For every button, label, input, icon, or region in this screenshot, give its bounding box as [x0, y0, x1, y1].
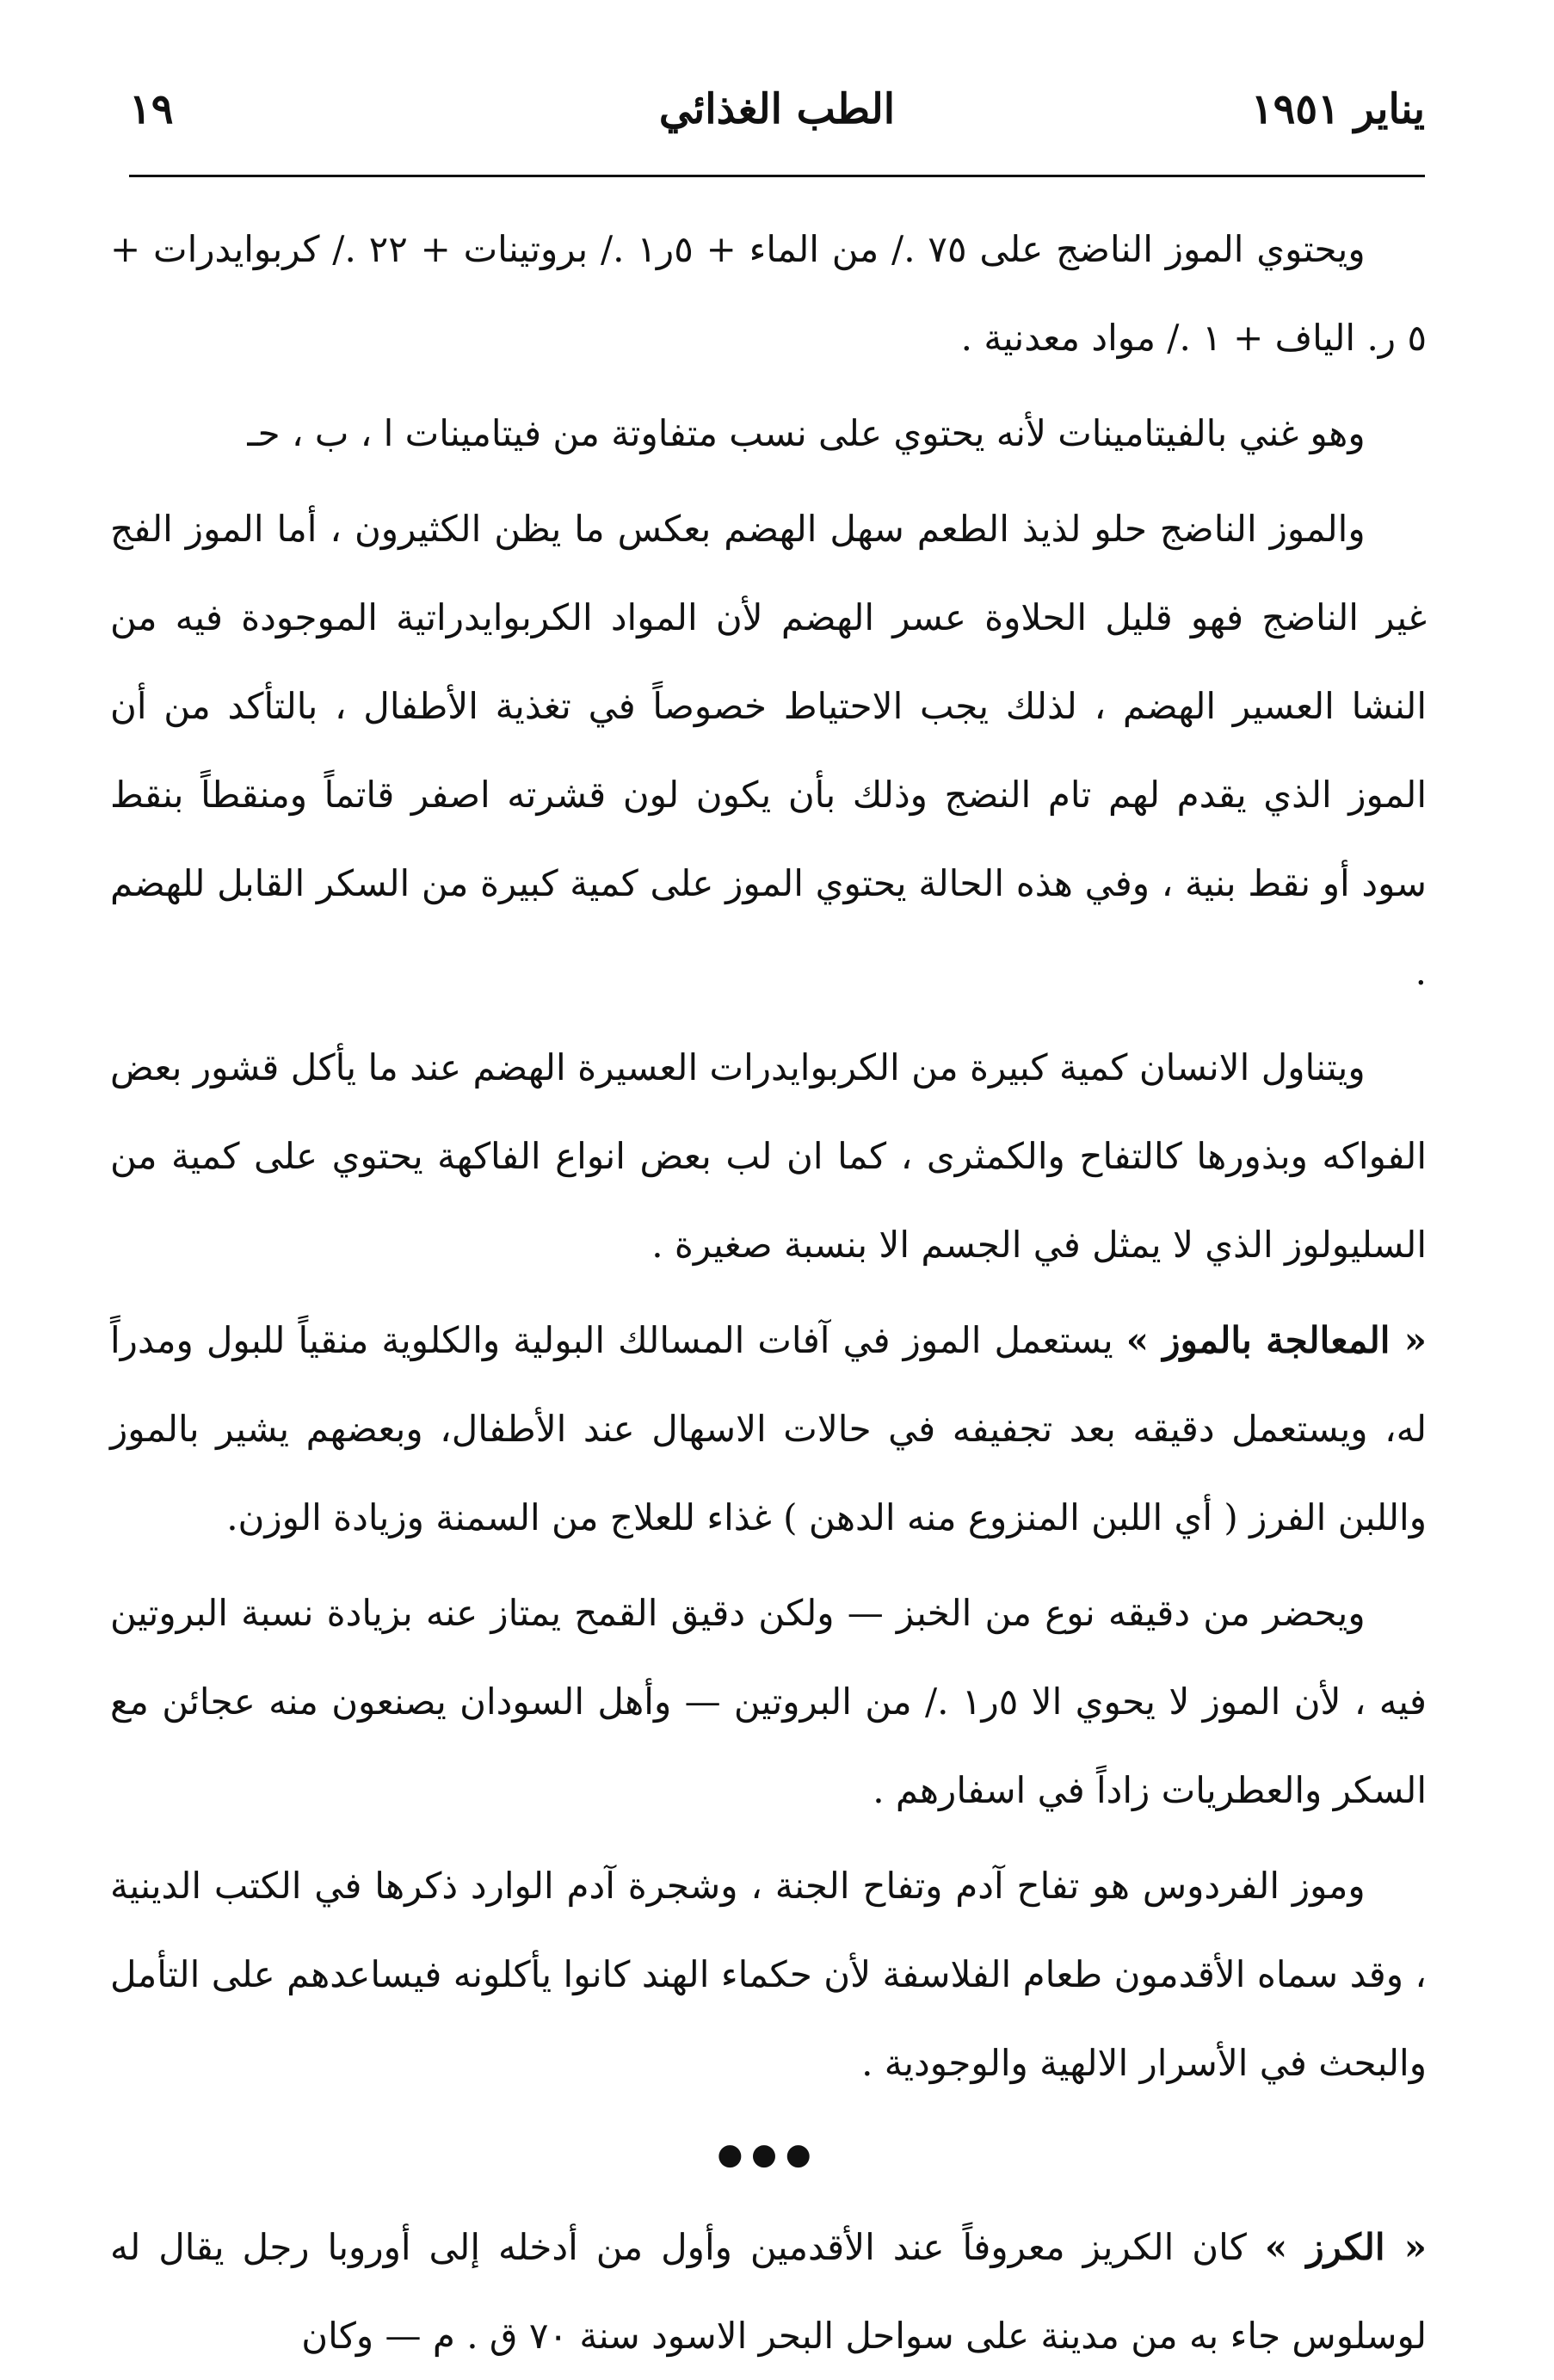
section-lead-banana-treatment: « المعالجة بالموز » — [1125, 1319, 1427, 1361]
header-title: الطب الغذائي — [658, 85, 896, 133]
running-header — [129, 79, 1425, 139]
header-rule — [129, 175, 1425, 177]
paragraph-cherry-text: كان الكريز معروفاً عند الأقدمين وأول من أدخله إلى أوروبا رجل يقال له لوسلوس جاء به من مدينة على سواحل البحر الاسود سنة ٧٠ ق . م — وكان — [110, 2226, 1427, 2357]
section-separator: ●●● — [717, 2137, 820, 2172]
paragraph-cherry — [110, 2203, 1427, 2380]
paragraph-banana-vitamins: وهو غني بالفيتامينات لأنه يحتوي على نسب متفاوتة من فيتامينات ا ، ب ، حـ — [247, 412, 1366, 454]
paragraph-carbohydrates: ويتناول الانسان كمية كبيرة من الكربوايدرات العسيرة الهضم عند ما يأكل قشور بعض الفواكه وبذورها كالتفاح والكمثرى ، كما ان لب بعض انواع الفاكهة يحتوي على كمية من السليولوز الذي لا يمثل في الجسم الا بنسبة صغيرة . — [110, 1046, 1427, 1266]
section-lead-cherry: « الكرز » — [1264, 2226, 1427, 2268]
paragraph-banana-flour: ويحضر من دقيقه نوع من الخبز — ولكن دقيق القمح يمتاز عنه بزيادة نسبة البروتين فيه ، لأن الموز لا يحوي الا ٥ر١ ./ من البروتين — وأهل السودان يصنعون منه عجائن مع السكر والعطريات زاداً في اسفارهم . — [110, 1592, 1428, 1811]
paragraph-ripe-banana: والموز الناضج حلو لذيذ الطعم سهل الهضم بعكس ما يظن الكثيرون ، أما الموز الفج غير الناضج فهو قليل الحلاوة عسر الهضم لأن المواد الكربوايدراتية الموجودة فيه من النشا العسير الهضم ، لذلك يجب الاحتياط خصوصاً في تغذية الأطفال ، بالتأكد من أن الموز الذي يقدم لهم تام النضج وذلك بأن يكون لون قشرته اصفر قاتماً ومنقطاً بنقط سود أو نقط بنية ، وفي هذه الحالة يحتوي الموز على كمية كبيرة من السكر القابل للهضم . — [110, 508, 1427, 993]
paragraph-banana-composition: ويحتوي الموز الناضج على ٧٥ ./ من الماء + ٥ر١ ./ بروتينات + ٢٢ ./ كربوايدرات + ٥ ر. الياف + ١ ./ مواد معدنية . — [110, 228, 1427, 359]
page-number: ١٩ — [129, 85, 174, 133]
header-date: يناير ١٩٥١ — [1250, 85, 1425, 133]
paragraph-banana-treatment — [110, 1296, 1427, 1562]
paragraph-banana-treatment-text: يستعمل الموز في آفات المسالك البولية والكلوية منقياً للبول ومدراً له، ويستعمل دقيقه بعد تجفيفه في حالات الاسهال عند الأطفال، وبعضهم يشير بالموز واللبن الفرز ( أي اللبن المنزوع منه الدهن ) غذاء للعلاج من السمنة وزيادة الوزن. — [110, 1319, 1427, 1538]
page-body — [110, 205, 1427, 2380]
paragraph-paradise-banana: وموز الفردوس هو تفاح آدم وتفاح الجنة ، وشجرة آدم الوارد ذكرها في الكتب الدينية ، وقد سماه الأقدمون طعام الفلاسفة لأن حكماء الهند كانوا يأكلونه فيساعدهم على التأمل والبحث في الأسرار الالهية والوجودية . — [110, 1865, 1427, 2084]
